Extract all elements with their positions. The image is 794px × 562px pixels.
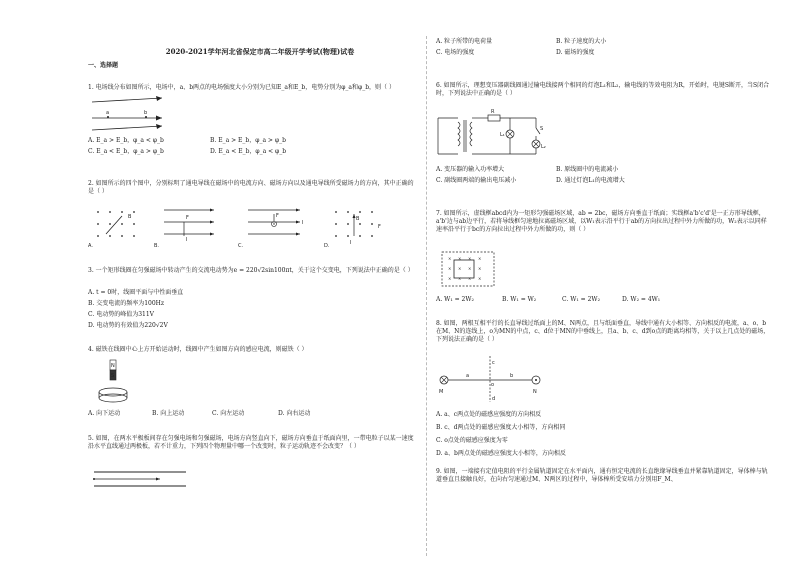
q1-option-a: A. E_a > E_b，φ_a < φ_b <box>88 137 164 144</box>
resistor-label: R <box>491 109 495 115</box>
section-heading: 一、选择题 <box>88 62 119 69</box>
column-divider <box>426 36 427 556</box>
option-a-label: A. <box>88 243 93 249</box>
svg-text:×: × <box>478 256 482 261</box>
svg-text:×: × <box>448 276 452 281</box>
question-6-stem: 6. 如图所示，理想变压器副线圈通过输电线接两个相同的灯泡L₁和L₂，输电线的等效电阻为R，开始时，电键S断开，当S闭合时，下列说法中正确的是（ ） <box>436 82 770 98</box>
q7-option-d: D. W₂ = 4W₁ <box>622 296 661 303</box>
svg-text:×: × <box>448 256 452 261</box>
question-9-stem: 9. 如图，一端接有定值电阻的平行金属轨道固定在水平面内，通有恒定电流的长直绝缘导线垂直并紧靠轨道固定，导体棒与轨道垂直且接触良好，在向右匀速通过M、N两区的过程中，导体棒所受安培力分别用F_M、 <box>436 468 768 484</box>
fig-a-label-b: B <box>128 214 132 220</box>
option-c-label: C. <box>238 243 244 249</box>
svg-text:×: × <box>458 276 462 281</box>
label-m: M <box>439 389 444 395</box>
figure-a <box>88 211 135 249</box>
q4-option-d: D. 向右运动 <box>278 410 311 417</box>
question-2-stem: 2. 如图所示的四个图中，分别标明了通电导线在磁场中的电流方向、磁场方向以及通电导线所受磁场力的方向，其中正确的是（ ） <box>88 180 414 196</box>
q6-option-a: A. 变压器的输入功率增大 <box>436 166 505 173</box>
question-5-figure <box>90 470 190 490</box>
q5-option-a: A. 粒子所带的电荷量 <box>436 38 493 45</box>
label-b: b <box>510 373 514 379</box>
fig-c-label-f: F <box>276 213 279 219</box>
q3-option-a: A. t = 0时，线圈平面与中性面垂直 <box>88 289 184 296</box>
q6-option-d: D. 通过灯泡L₁的电流增大 <box>556 177 625 184</box>
svg-text:×: × <box>458 256 462 261</box>
lamp-l2-label: L₂ <box>541 144 546 150</box>
q8-option-b: B. c、d两点处的磁感应强度大小相等，方向相同 <box>436 424 566 431</box>
q1-option-d: D. E_a < E_b，φ_a < φ_b <box>210 148 287 155</box>
label-a: a <box>106 110 110 116</box>
question-7-figure <box>440 250 496 290</box>
svg-text:×: × <box>478 266 482 271</box>
q8-option-a: A. a、c两点处的磁感应强度的方向相反 <box>436 411 542 418</box>
fig-b-label-f: F <box>186 215 189 221</box>
q8-option-c: C. o点处的磁感应强度为零 <box>436 437 508 444</box>
figure-d <box>324 211 381 249</box>
option-b-label: B. <box>154 243 160 249</box>
question-5-stem: 5. 如图，在两水平极板间存在匀强电场和匀强磁场，电场方向竖直向下，磁场方向垂直于纸面向里，一带电粒子以某一速度沿水平直线通过两极板，若不计重力，下列四个物理量中哪一个改变时，粒子运动轨迹不会改变？（ ） <box>88 435 414 451</box>
svg-text:×: × <box>448 266 452 271</box>
lamp-l1-label: L₁ <box>500 132 505 138</box>
fig-b-label-i: I <box>186 237 188 243</box>
question-7-stem: 7. 如图所示，虚线框abcd内为一矩形匀强磁场区域，ab = 2bc，磁场方向垂直于纸面；实线框a'b'c'd'是一正方形导线框，a'b'边与ab边平行，若将导线框匀速地拉离磁场区域，以W₁表示沿平行于ab的方向拉出过程中外力所做的功，W₂表示以同样速率沿平行于bc的方向拉出过程中外力所做的功，则（ ） <box>436 210 767 234</box>
fig-d-label-i: I <box>350 240 352 246</box>
magnet-n-label: N <box>111 363 115 369</box>
question-6-figure <box>436 108 546 160</box>
label-c: c <box>492 360 495 366</box>
q5-option-d: D. 磁场的强度 <box>556 49 595 56</box>
page-title: 2020-2021学年河北省保定市高二年级开学考试(物理)试卷 <box>165 47 355 56</box>
question-2-figures <box>88 206 418 250</box>
q5-option-c: C. 电场的强度 <box>436 49 475 56</box>
fig-d-label-f: F <box>378 224 381 230</box>
label-o: o <box>491 382 495 388</box>
switch-label: S <box>540 126 544 132</box>
q1-option-c: C. E_a < E_b，φ_a > φ_b <box>88 148 164 155</box>
figure-c <box>238 209 303 250</box>
question-1-stem: 1. 电场线分布如图所示，电场中，a、b两点的电场强度大小分别为已知E_a和E_b，电势分别为φ_a和φ_b，则（ ） <box>88 84 395 91</box>
svg-text:×: × <box>478 276 482 281</box>
svg-text:×: × <box>468 266 472 271</box>
svg-text:×: × <box>458 266 462 271</box>
q7-option-c: C. W₁ = 2W₂ <box>562 296 600 303</box>
q7-option-b: B. W₁ = W₂ <box>502 296 537 303</box>
q1-option-b: B. E_a > E_b，φ_a > φ_b <box>210 137 286 144</box>
question-8-stem: 8. 如图，两根互相平行的长直导线过纸面上的M、N两点，且与纸面垂直，导线中通有大小相等、方向相反的电流，a、o、b在M、N的连线上，o为MN的中点，c、d位于MN的中垂线上，且a、b、c、d到o点的距离均相等，关于以上几点处的磁场，下列说法正确的是（ ） <box>436 320 770 344</box>
svg-text:×: × <box>468 256 472 261</box>
q7-option-a: A. W₁ = 2W₂ <box>436 296 474 303</box>
label-n: N <box>533 389 537 395</box>
question-8-figure <box>436 352 556 404</box>
magnet-s-label: S <box>111 373 115 379</box>
q5-option-b: B. 粒子速度的大小 <box>556 38 607 45</box>
q3-option-d: D. 电动势的有效值为220√2V <box>88 322 168 329</box>
option-d-label: D. <box>324 243 330 249</box>
q4-option-b: B. 向上运动 <box>152 410 185 417</box>
fig-c-label-i: I <box>302 220 304 226</box>
question-4-figure <box>96 358 136 402</box>
question-4-stem: 4. 磁铁在线圈中心上方开始运动时，线圈中产生如图方向的感应电流，则磁铁（ ） <box>88 346 308 353</box>
label-b: b <box>144 110 148 116</box>
q8-option-d: D. a、b两点处的磁感应强度大小相等，方向相反 <box>436 450 566 457</box>
q3-option-b: B. 交变电流的频率为100Hz <box>88 300 165 307</box>
question-1-figure <box>90 96 170 132</box>
figure-b <box>154 209 214 250</box>
q6-option-c: C. 副线圈两端的输出电压减小 <box>436 177 517 184</box>
label-a: a <box>466 373 470 379</box>
q4-option-a: A. 向下运动 <box>88 410 121 417</box>
svg-text:×: × <box>468 276 472 281</box>
q4-option-c: C. 向左运动 <box>212 410 245 417</box>
label-d: d <box>492 396 496 402</box>
question-3-stem: 3. 一个矩形线圈在匀强磁场中转动产生的交流电动势为e = 220√2sin100πt，关于这个交变电，下列说法中正确的是（ ） <box>88 267 414 274</box>
fig-d-label-b: B <box>356 216 360 222</box>
q3-option-c: C. 电动势的峰值为311V <box>88 311 154 318</box>
q6-option-b: B. 原线圈中的电流减小 <box>556 166 619 173</box>
